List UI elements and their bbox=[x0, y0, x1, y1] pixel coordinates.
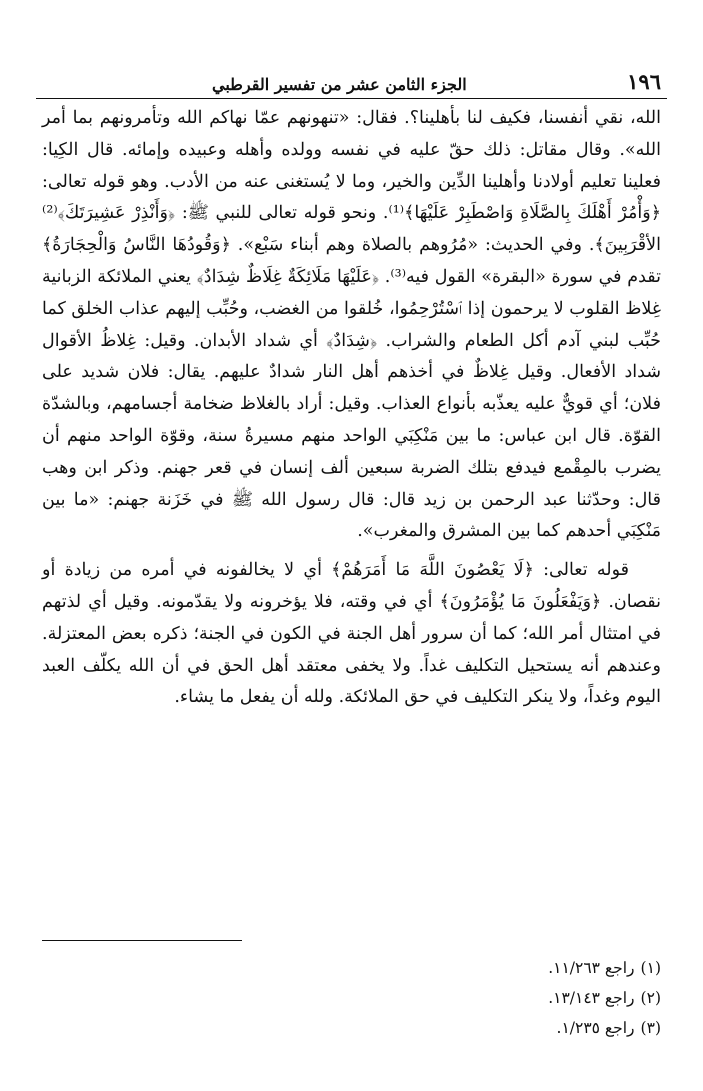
footnotes-list bbox=[42, 953, 661, 1043]
footnote-text: راجع ١/٢٣٥. bbox=[556, 1019, 635, 1037]
footnote-number: (١) bbox=[640, 959, 661, 977]
running-title: الجزء الثامن عشر من تفسير القرطبي bbox=[212, 75, 467, 94]
page-number: ١٩٦ bbox=[627, 69, 661, 94]
footnote-number: (٢) bbox=[640, 989, 661, 1007]
main-text bbox=[36, 103, 667, 714]
footnote-item bbox=[42, 983, 661, 1013]
footnote-divider bbox=[42, 940, 242, 941]
footnote-item bbox=[42, 1013, 661, 1043]
footnote-item bbox=[42, 953, 661, 983]
paragraph-1: الله، نقي أنفسنا، فكيف لنا بأهلينا؟. فقال: «تنهونهم عمّا نهاكم الله وتأمرونهم بما أمر الله». وقال مقاتل: ذلك حقّ عليه في نفسه وولده وأهله وعبيده وإمائه. قال الكِيا: فعلينا تعليم أولادنا وأهلينا الدِّين والخير، وما لا يُستغنى عنه من الأدب. وهو قوله تعالى: ﴿وَأْمُرْ أَهْلَكَ بِالصَّلَاةِ وَاصْطَبِرْ عَلَيْهَا﴾⁽¹⁾. ونحو قوله تعالى للنبي ﷺ: ﴿وَأَنْذِرْ عَشِيرَتَكَ﴾⁽²⁾ الأقْرَبِينَ﴾. وفي الحديث: «مُرُوهم بالصلاة وهم أبناء سَبْع». ﴿وَقُودُهَا النَّاسُ وَالْحِجَارَةُ﴾ تقدم في سورة «البقرة» القول فيه⁽³⁾. ﴿عَلَيْهَا مَلَائِكَةٌ غِلَاظٌ شِدَادٌ﴾ يعني الملائكة الزبانية غِلاظ القلوب لا يرحمون إذا ٱسْتُرْحِمُوا، خُلقوا من الغضب، وحُبِّب إليهم عذاب الخلق كما حُبِّب لبني آدم أكل الطعام والشراب. ﴿شِدَادٌ﴾ أي شداد الأبدان. وقيل: غِلاظُ الأقوال شداد الأفعال. وقيل غِلاظٌ في أخذهم أهل النار شدادٌ عليهم. يقال: فلان شديد على فلان؛ أي قويٌّ عليه يعذّبه بأنواع العذاب. وقيل: أراد بالغلاظ ضخامة أجسامهم، وبالشدّة القوّة. قال ابن عباس: ما بين مَنْكِبَي الواحد منهم مسيرةُ سنة، وقوّة الواحد منهم أن يضرب بالمِقْمع فيدفع بتلك الضربة سبعين ألف إنسان في قعر جهنم. وذكر ابن وهب قال: وحدّثنا عبد الرحمن بن زيد قال: قال رسول الله ﷺ في خَزَنة جهنم: «ما بين مَنْكِبَي أحدهم كما بين المشرق والمغرب». bbox=[42, 108, 662, 542]
footnote-text: راجع ١١/٢٦٣. bbox=[548, 959, 635, 977]
footnote-text: راجع ١٣/١٤٣. bbox=[548, 989, 635, 1007]
book-page bbox=[36, 60, 667, 1070]
page-header bbox=[36, 60, 667, 99]
paragraph-2: قوله تعالى: ﴿لَا يَعْصُونَ اللَّهَ مَا أَمَرَهُمْ﴾ أي لا يخالفونه في أمره من زيادة أو نقصان. ﴿وَيَفْعَلُونَ مَا يُؤْمَرُونَ﴾ أي في وقته، فلا يؤخرونه ولا يقدّمونه. وقيل أي لذتهم في امتثال أمر الله؛ كما أن سرور أهل الجنة في الكون في الجنة؛ ذكره بعض المعتزلة. وعندهم أنه يستحيل التكليف غداً. ولا يخفى معتقد أهل الحق في أن الله يكلّف العبد اليوم وغداً، ولا ينكر التكليف في حق الملائكة. ولله أن يفعل ما يشاء. bbox=[42, 560, 661, 708]
footnote-number: (٣) bbox=[640, 1019, 661, 1037]
